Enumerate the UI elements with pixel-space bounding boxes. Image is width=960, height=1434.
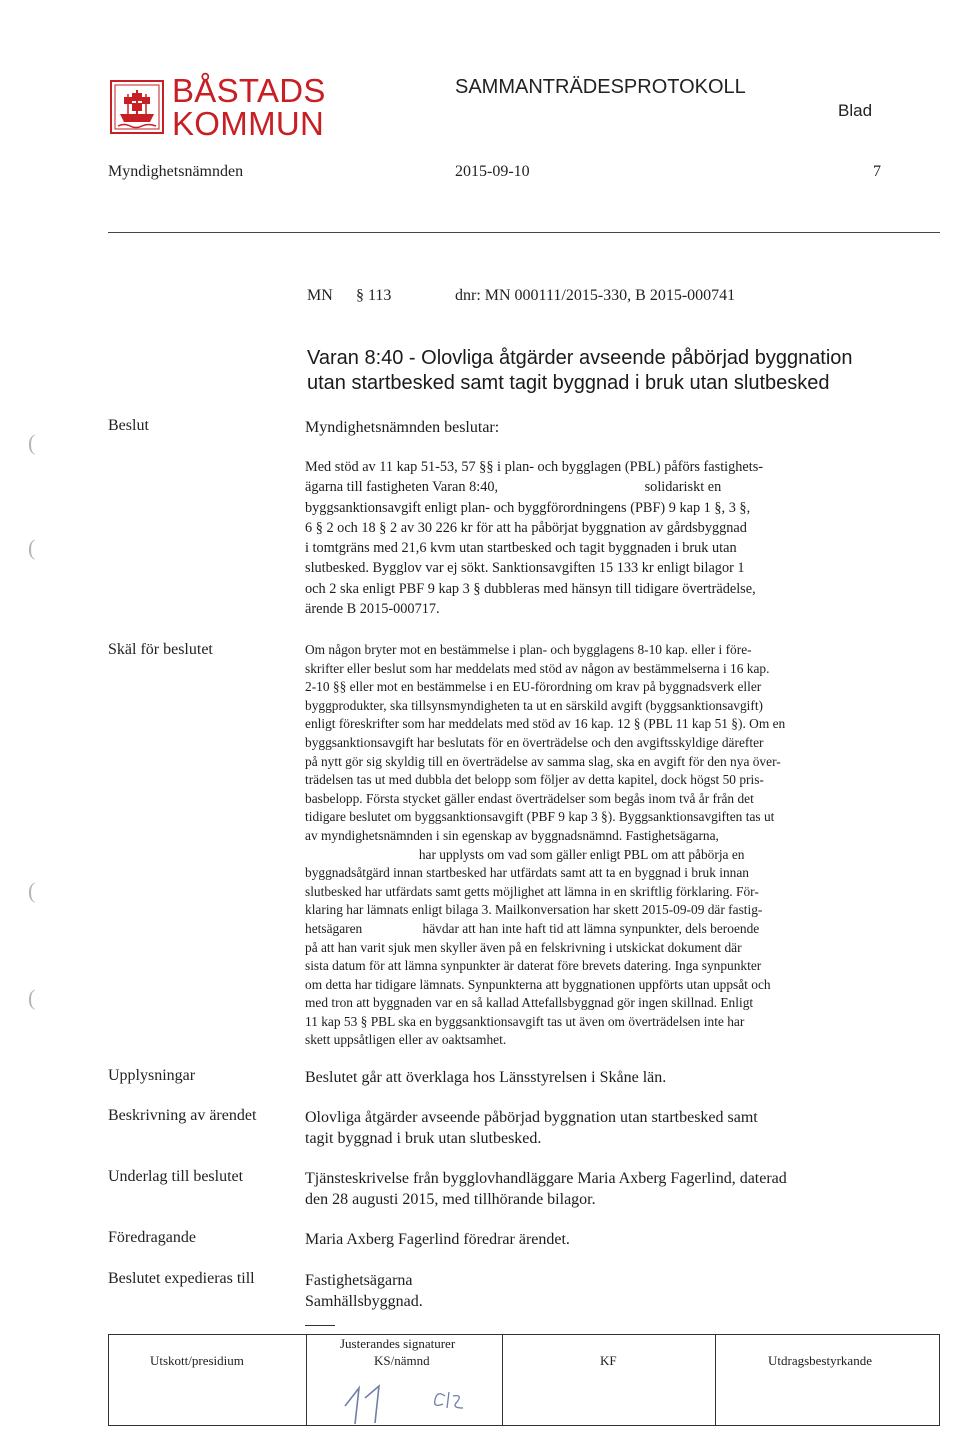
beslut-text <box>305 457 895 619</box>
beslut-line: ägarna till fastigheten Varan 8:40, solidariskt en <box>305 479 722 496</box>
header-divider <box>108 232 940 233</box>
beslut-intro: Myndighetsnämnden beslutar: <box>305 419 500 436</box>
case-section: § 113 <box>356 287 392 304</box>
skal-line: hetsägaren hävdar att han inte haft tid att lämna synpunkter, dels beroende <box>305 920 760 936</box>
item-title <box>307 346 907 396</box>
document-type: SAMMANTRÄDESPROTOKOLL <box>455 76 746 98</box>
beslut-line: i tomtgräns med 21,6 kvm utan startbesked och tagit byggnaden i bruk utan <box>305 540 737 557</box>
skal-line: 11 kap 53 § PBL ska en byggsanktionsavgift tas ut även om överträdelsen inte har <box>305 1013 745 1029</box>
skal-line: av myndighetsnämnden i sin egenskap av byggnadsnämnd. Fastighetsägarna, <box>305 827 719 843</box>
skal-line: klaring har lämnats enligt bilaga 3. Mailkonversation har skett 2015-09-09 där fastig- <box>305 902 763 918</box>
skal-line: på att han varit sjuk men skyller även på en felskrivning i utskickat dokument där <box>305 939 742 955</box>
skal-line: Om någon bryter mot en bestämmelse i plan- och bygglagens 8-10 kap. eller i före- <box>305 642 752 657</box>
brand-line-2: KOMMUN <box>172 105 325 142</box>
committee-name: Myndighetsnämnden <box>108 163 244 180</box>
skal-line: med tron att byggnaden var en så kallad Attefallsbyggnad gör ingen skillnad. Enligt <box>305 995 754 1011</box>
ship-crest-icon <box>110 80 164 134</box>
skal-line: sista datum för att lämna synpunkter är daterat före brevets datering. Inga synpunkter <box>305 958 762 974</box>
case-org: MN <box>307 287 333 304</box>
underlag-text <box>305 1168 895 1210</box>
section-label-upplysningar: Upplysningar <box>108 1067 196 1084</box>
skal-line: byggprodukter, ska tillsynsmyndigheten ta ut en särskild avgift (byggsanktionsavgift) <box>305 697 764 713</box>
hole-punch-mark: ( <box>28 535 36 560</box>
section-label-skal: Skäl för beslutet <box>108 641 213 658</box>
item-title-line-1: Varan 8:40 - Olovliga åtgärder avseende påbörjad byggnation <box>307 347 853 369</box>
beskrivning-line: tagit byggnad i bruk utan slutbesked. <box>305 1130 542 1147</box>
expedieras-line: Fastighetsägarna <box>305 1272 413 1289</box>
skal-line: skett uppsåtligen eller av oaktsamhet. <box>305 1032 507 1048</box>
beslut-line: och 2 ska enligt PBF 9 kap 3 § dubbleras med hänsyn till tidigare överträdelse, <box>305 580 756 597</box>
signature-col-utskott: Utskott/presidium <box>150 1353 244 1368</box>
item-title-line-2: utan startbesked samt tagit byggnad i bruk utan slutbesked <box>307 372 830 394</box>
skal-line: 2-10 §§ eller mot en bestämmelse i en EU-förordning om krav på byggnadsverk eller <box>305 679 762 695</box>
skal-line: på nytt gör sig skyldig till en överträdelse av samma slag, ska en avgift för den nya över- <box>305 753 781 769</box>
signature-cell-utskott <box>109 1335 307 1426</box>
skal-line: byggsanktionsavgift har beslutats för en överträdelse och den avgiftsskyldige därefter <box>305 734 764 750</box>
signature-cell-kf <box>502 1335 716 1426</box>
skal-line: om detta har tidigare lämnats. Synpunkterna att byggnationen uppförts utan uppsåt och <box>305 976 771 992</box>
underlag-line: den 28 augusti 2015, med tillhörande bilagor. <box>305 1191 596 1208</box>
meeting-date: 2015-09-10 <box>455 163 530 180</box>
signature-col-utdrag: Utdragsbestyrkande <box>768 1353 872 1368</box>
beslut-line: Med stöd av 11 kap 51-53, 57 §§ i plan- och bygglagen (PBL) påförs fastighets- <box>305 459 764 475</box>
case-dnr: dnr: MN 000111/2015-330, B 2015-000741 <box>455 287 736 304</box>
section-label-foredragande: Föredragande <box>108 1229 196 1246</box>
foredragande-text <box>305 1229 895 1250</box>
beslut-line: ärende B 2015-000717. <box>305 601 440 618</box>
skal-line: slutbesked har utfärdats samt getts möjlighet att lämna in en skriftlig förklaring. För- <box>305 883 759 899</box>
underlag-line: Tjänsteskrivelse från bygglovhandläggare Maria Axberg Fagerlind, daterad <box>305 1170 787 1187</box>
expedieras-text <box>305 1270 895 1312</box>
expedieras-line: Samhällsbyggnad. <box>305 1293 423 1310</box>
beslut-line: byggsanktionsavgift enligt plan- och byggförordningens (PBF) 9 kap 1 §, 3 §, <box>305 499 751 516</box>
hole-punch-mark: ( <box>28 985 36 1010</box>
skal-line: har upplysts om vad som gäller enligt PBL om att påbörja en <box>305 846 745 862</box>
beskrivning-line: Olovliga åtgärder avseende påbörjad byggnation utan startbesked samt <box>305 1109 758 1126</box>
beskrivning-text <box>305 1107 895 1149</box>
section-label-beskrivning: Beskrivning av ärendet <box>108 1107 257 1124</box>
signature-cell-utdrag <box>716 1335 940 1426</box>
signature-dash <box>305 1325 335 1326</box>
upplysningar-text <box>305 1067 895 1088</box>
hole-punch-mark: ( <box>28 430 36 455</box>
signature-col-kf: KF <box>600 1353 617 1368</box>
page-number: 7 <box>873 163 881 180</box>
skal-line: tidigare beslutet om byggsanktionsavgift (PBF 9 kap 3 §). Byggsanktionsavgiften tas ut <box>305 809 775 825</box>
skal-line: enligt föreskrifter som har meddelats med stöd av 16 kap. 12 § (PBL 11 kap 51 §). Om en <box>305 716 786 732</box>
beslut-line: 6 § 2 och 18 § 2 av 30 226 kr för att ha påbörjat byggnation av gårdsbyggnad <box>305 519 747 536</box>
signature-col-ks: KS/nämnd <box>374 1353 430 1368</box>
handwritten-initials <box>335 1368 495 1428</box>
beslut-line: slutbesked. Bygglov var ej sökt. Sanktionsavgiften 15 133 kr enligt bilagor 1 <box>305 560 745 577</box>
signature-table <box>108 1334 940 1426</box>
skal-line: trädelsen tas ut med dubbla det belopp som följer av detta kapitel, dock högst 50 pris- <box>305 772 764 788</box>
skal-text <box>305 641 895 1050</box>
hole-punch-mark: ( <box>28 878 36 903</box>
brand-name <box>172 74 326 140</box>
section-label-expedieras: Beslutet expedieras till <box>108 1270 255 1287</box>
foredragande-line: Maria Axberg Fagerlind föredrar ärendet. <box>305 1231 570 1248</box>
skal-line: skrifter eller beslut som har meddelats med stöd av någon av bestämmelserna i 16 kap. <box>305 660 770 676</box>
blad-label: Blad <box>838 101 873 120</box>
upplysningar-line: Beslutet går att överklaga hos Länsstyrelsen i Skåne län. <box>305 1069 667 1086</box>
skal-line: basbelopp. Första stycket gäller endast överträdelser som begås inom två år från det <box>305 790 754 806</box>
section-label-beslut: Beslut <box>108 417 149 434</box>
section-label-underlag: Underlag till beslutet <box>108 1168 244 1185</box>
brand-line-1: BÅSTADS <box>172 72 326 109</box>
skal-line: byggnadsåtgärd innan startbesked har utfärdats samt att ta en byggnad i bruk innan <box>305 865 749 881</box>
municipality-logo <box>110 74 330 144</box>
signature-heading: Justerandes signaturer <box>340 1336 456 1351</box>
